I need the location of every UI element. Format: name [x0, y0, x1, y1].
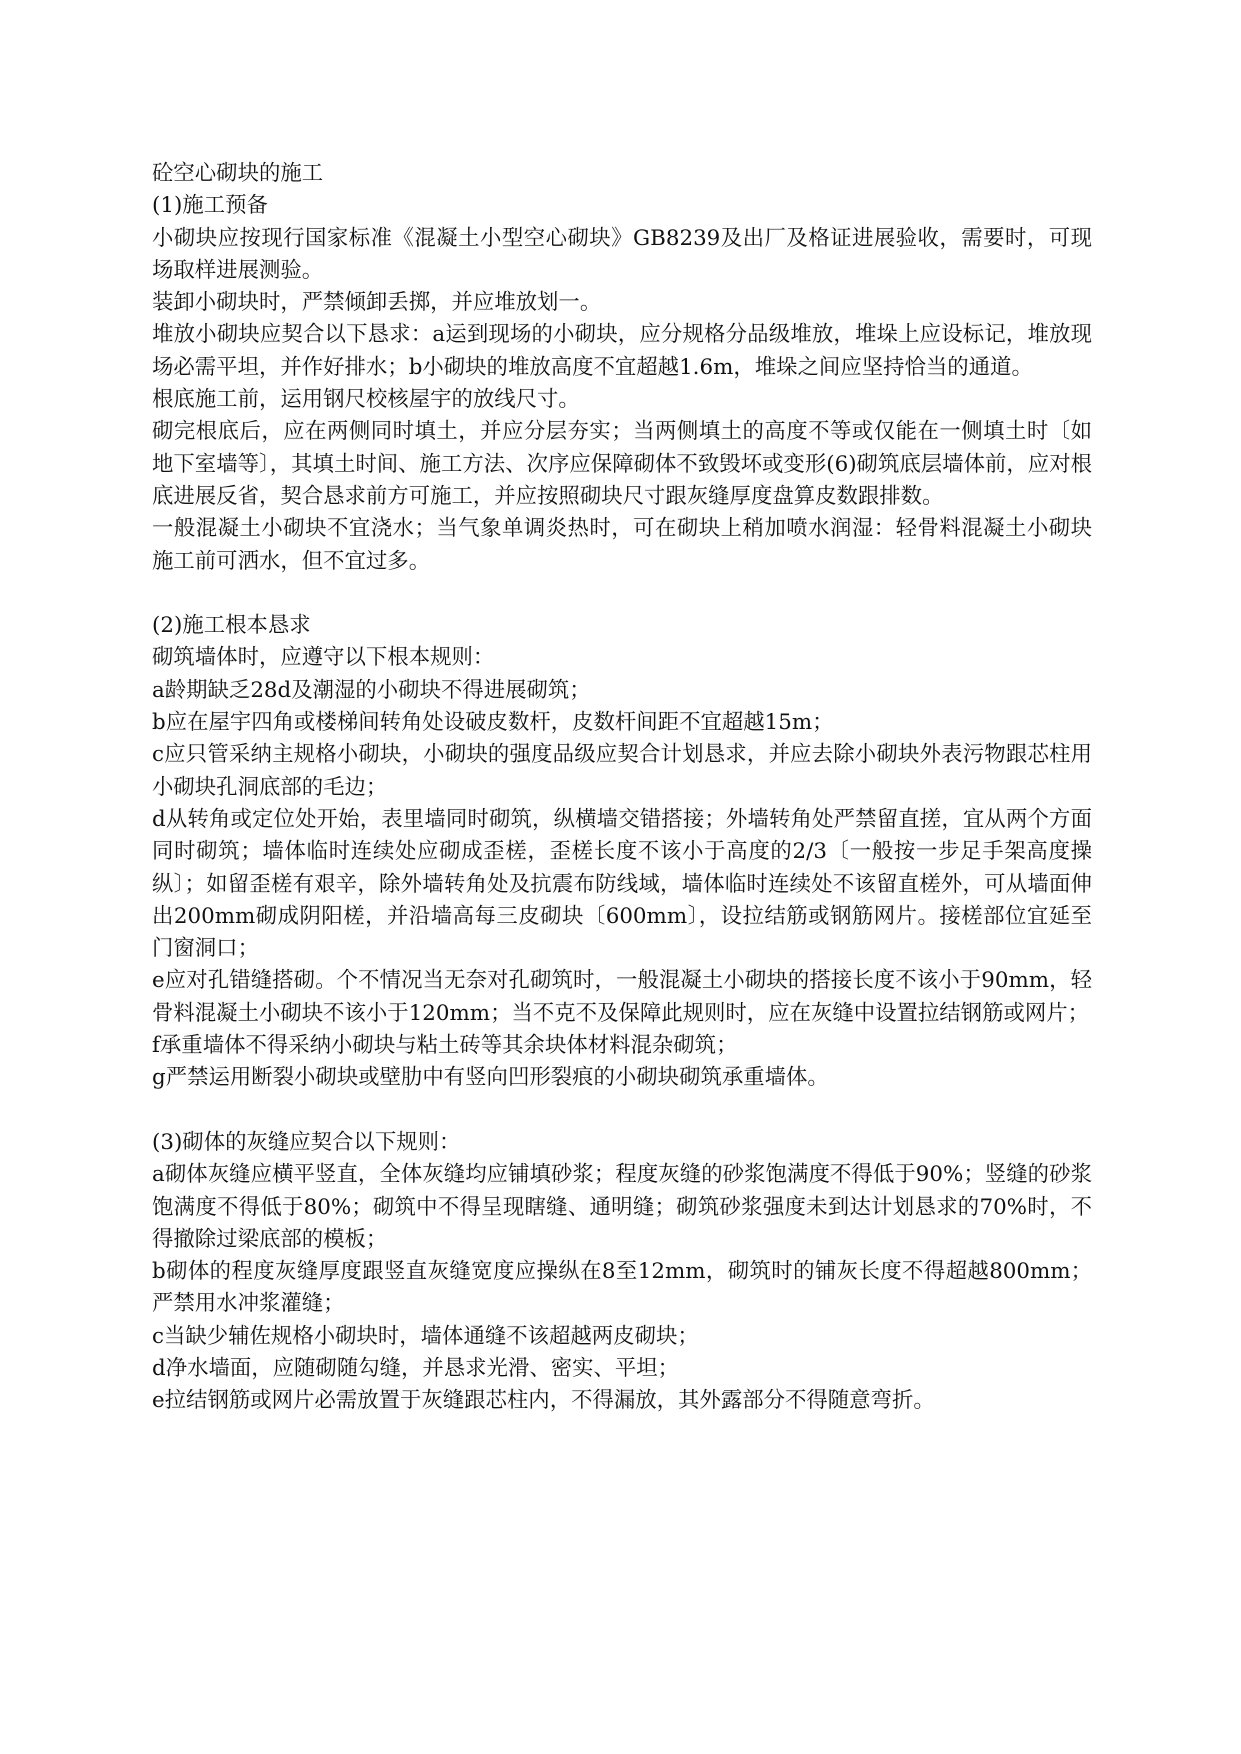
- section-basic-requirements: [152, 610, 1092, 1094]
- list-item: b砌体的程度灰缝厚度跟竖直灰缝宽度应操纵在8至12mm，砌筑时的铺灰长度不得超越800mm；严禁用水冲浆灌缝；: [152, 1259, 1092, 1317]
- section-heading: (1)施工预备: [152, 193, 268, 219]
- list-item: c当缺少辅佐规格小砌块时，墙体通缝不该超越两皮砌块；: [152, 1323, 699, 1349]
- list-item: f承重墙体不得采纳小砌块与粘土砖等其余块体材料混杂砌筑；: [152, 1033, 738, 1059]
- blank-line: [152, 1095, 1092, 1127]
- list-item: d净水墙面，应随砌随勾缝，并恳求光滑、密实、平坦；: [152, 1355, 680, 1381]
- paragraph: 小砌块应按现行国家标准《混凝土小型空心砌块》GB8239及出厂及格证进展验收，需要时，可现场取样进展测验。: [152, 225, 1092, 283]
- list-item: a龄期缺乏28d及潮湿的小砌块不得进展砌筑；: [152, 677, 591, 703]
- paragraph: 砌筑墙体时，应遵守以下根本规则：: [152, 645, 495, 671]
- paragraph: 堆放小砌块应契合以下恳求：a运到现场的小砌块，应分规格分品级堆放，堆垛上应设标记，堆放现场必需平坦，并作好排水；b小砌块的堆放高度不宜超越1.6m，堆垛之间应坚持恰当的通道。: [152, 322, 1092, 380]
- document-title: 砼空心砌块的施工: [152, 161, 324, 186]
- paragraph: 根底施工前，运用钢尺校核屋宇的放线尺寸。: [152, 387, 580, 413]
- paragraph: 装卸小砌块时，严禁倾卸丢掷，并应堆放划一。: [152, 290, 602, 316]
- section-construction-preparation: [152, 190, 1092, 578]
- section-heading: (3)砌体的灰缝应契合以下规则：: [152, 1129, 461, 1155]
- list-item: e应对孔错缝搭砌。个不情况当无奈对孔砌筑时，一般混凝土小砌块的搭接长度不该小于90mm，轻骨料混凝土小砌块不该小于120mm；当不克不及保障此规则时，应在灰缝中设置拉结钢筋或网片；: [152, 968, 1092, 1026]
- list-item: c应只管采纳主规格小砌块，小砌块的强度品级应契合计划恳求，并应去除小砌块外表污物跟芯柱用小砌块孔洞底部的毛边；: [152, 742, 1092, 800]
- paragraph: 砌完根底后，应在两侧同时填土，并应分层夯实；当两侧填土的高度不等或仅能在一侧填土时〔如地下室墙等〕，其填土时间、施工方法、次序应保障砌体不致毁坏或变形(6)砌筑底层墙体前，应对根底进展反省，契合恳求前方可施工，并应按照砌块尺寸跟灰缝厚度盘算皮数跟排数。: [152, 419, 1092, 509]
- list-item: g严禁运用断裂小砌块或壁肋中有竖向凹形裂痕的小砌块砌筑承重墙体。: [152, 1065, 829, 1091]
- paragraph: 一般混凝土小砌块不宜浇水；当气象单调炎热时，可在砌块上稍加喷水润湿：轻骨料混凝土小砌块施工前可洒水，但不宜过多。: [152, 516, 1092, 574]
- list-item: e拉结钢筋或网片必需放置于灰缝跟芯柱内，不得漏放，其外露部分不得随意弯折。: [152, 1388, 935, 1414]
- list-item: b应在屋宇四角或楼梯间转角处设破皮数杆，皮数杆间距不宜超越15m；: [152, 710, 834, 736]
- list-item: a砌体灰缝应横平竖直，全体灰缝均应铺填砂浆；程度灰缝的砂浆饱满度不得低于90%；竖缝的砂浆饱满度不得低于80%；砌筑中不得呈现瞎缝、通明缝；砌筑砂浆强度未到达计划恳求的70%时，不得撤除过梁底部的模板；: [152, 1162, 1092, 1252]
- document-page: [152, 158, 1092, 1418]
- blank-line: [152, 578, 1092, 610]
- section-mortar-joints: [152, 1127, 1092, 1418]
- list-item: d从转角或定位处开始，表里墙同时砌筑，纵横墙交错搭接；外墙转角处严禁留直搓，宜从两个方面同时砌筑；墙体临时连续处应砌成歪槎，歪槎长度不该小于高度的2/3〔一般按一步足手架高度操纵〕；如留歪槎有艰辛，除外墙转角处及抗震布防线域，墙体临时连续处不该留直槎外，可从墙面伸出200mm砌成阴阳槎，并沿墙高每三皮砌块〔600mm〕，设拉结筋或钢筋网片。接槎部位宜延至门窗洞口；: [152, 806, 1092, 962]
- section-heading: (2)施工根本恳求: [152, 613, 311, 639]
